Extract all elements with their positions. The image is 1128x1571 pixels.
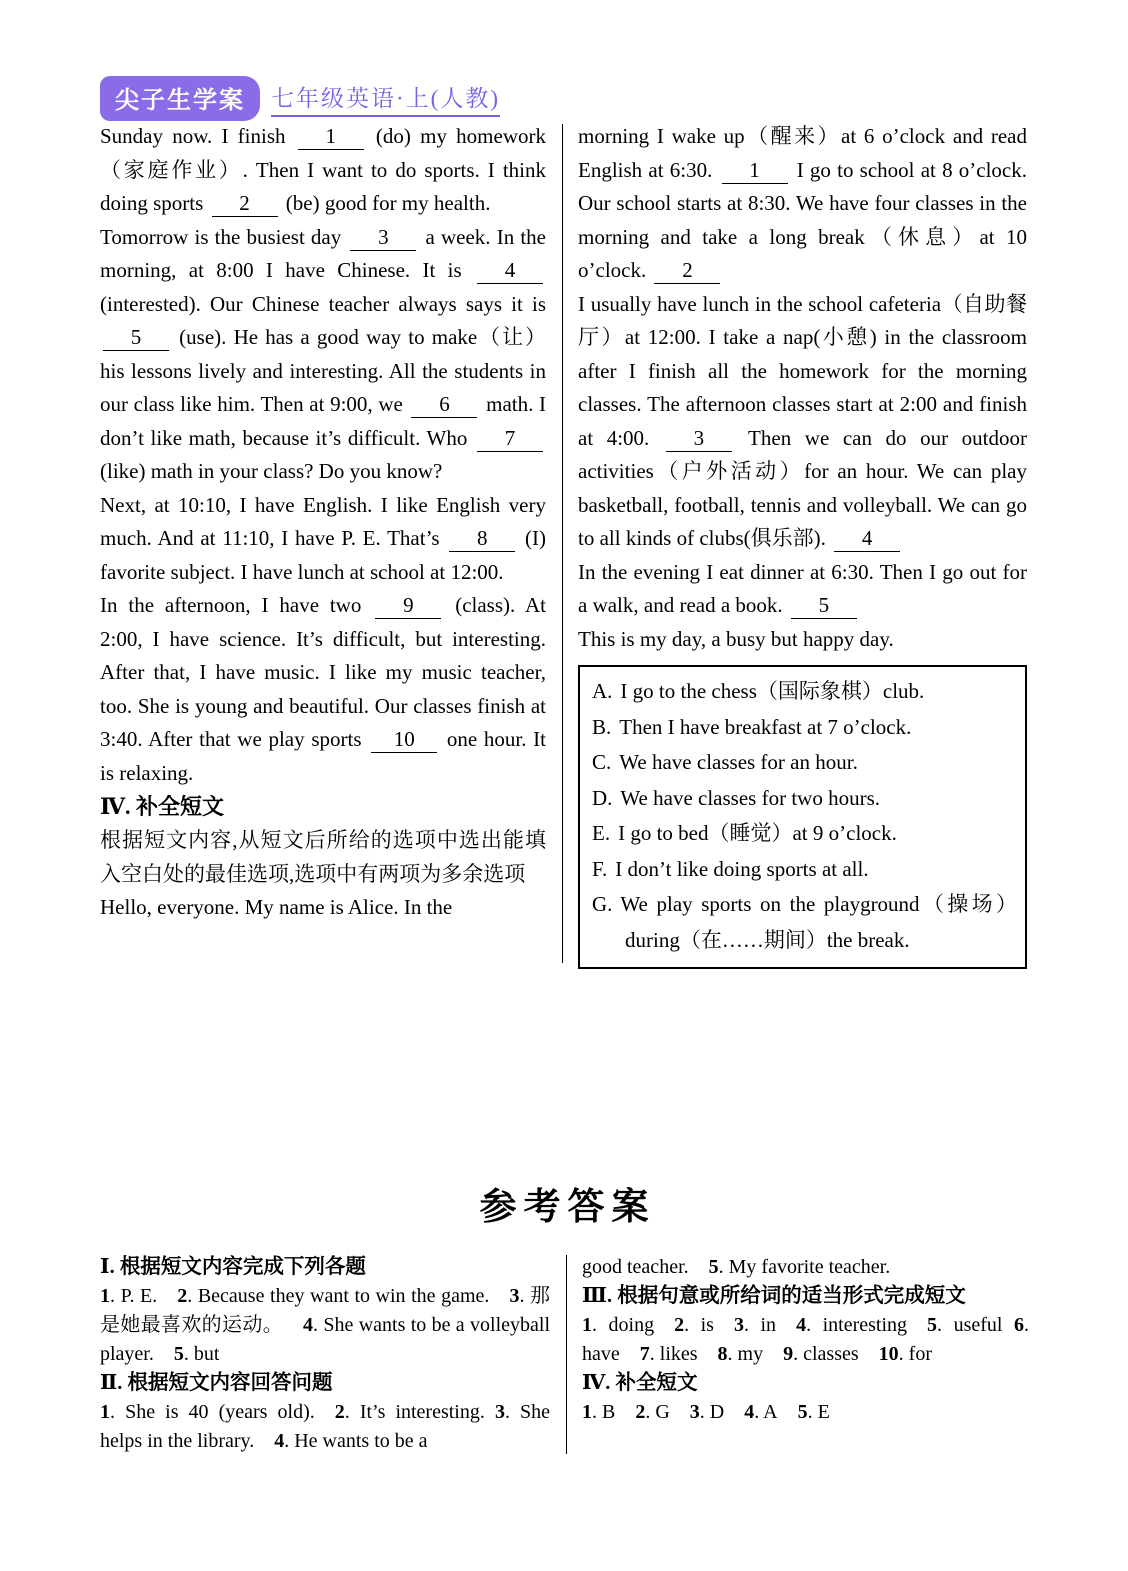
answer-column-divider — [566, 1255, 567, 1454]
option-b-label: B. — [592, 714, 612, 739]
passage-right-column — [578, 120, 1027, 969]
series-badge: 尖子生学案 — [100, 76, 260, 121]
fill-in-blank: 7 — [477, 426, 543, 452]
option-f-text: I don’t like doing sports at all. — [615, 856, 869, 881]
fill-in-blank: 5 — [791, 593, 857, 619]
fill-in-blank: 3 — [666, 426, 732, 452]
answer-key-title: 参考答案 — [479, 1187, 656, 1228]
fill-in-blank: 5 — [103, 325, 169, 351]
section-four-instructions: 根据短文内容,从短文后所给的选项中选出能填入空白处的最佳选项,选项中有两项为多余选项 — [100, 828, 546, 886]
option-a-text: I go to the chess（国际象棋）club. — [620, 679, 925, 703]
cloze-paragraph: In the afternoon, I have two 9 (class). At 2:00, I have science. It’s difficult, but interesting. After that, I have music. I like my music teacher, too. She is young and beautiful. Our classes finish at 3:40. After that we play sports 10 one hour. It is relaxing. — [100, 593, 546, 785]
option-e — [592, 816, 1017, 852]
option-f-label: F. — [592, 856, 608, 881]
option-f — [592, 852, 1017, 888]
answer-key-left-column — [100, 1253, 550, 1456]
option-a-label: A. — [592, 679, 613, 703]
answer-items-4: 1. B 2. G 3. D 4. A 5. E — [582, 1401, 830, 1423]
answer-heading-3: Ⅲ. 根据句意或所给词的适当形式完成短文 — [582, 1285, 966, 1307]
answer-items-3: 1. doing 2. is 3. in 4. interesting 5. useful 6. have 7. likes 8. my 9. classes 10. for — [582, 1314, 1029, 1365]
fill-in-blank: 10 — [371, 727, 437, 753]
answer-key-right-column — [582, 1253, 1029, 1456]
fill-in-blank: 4 — [477, 258, 543, 284]
option-b-text: Then I have breakfast at 7 o’clock. — [619, 714, 912, 739]
answer-options-box — [578, 665, 1027, 969]
answer-heading-1: Ⅰ. 根据短文内容完成下列各题 — [100, 1256, 366, 1278]
fill-in-blank: 9 — [375, 593, 441, 619]
option-c — [592, 745, 1017, 781]
option-d-label: D. — [592, 785, 613, 810]
answer-heading-2: Ⅱ. 根据短文内容回答问题 — [100, 1372, 333, 1394]
fill-in-blank: 1 — [298, 124, 364, 150]
passage-section — [100, 120, 1028, 969]
fill-in-blank: 3 — [350, 225, 416, 251]
cloze-paragraph: Sunday now. I finish 1 (do) my homework（家庭作业）. Then I want to do sports. I think doing sports 2 (be) good for my health. — [100, 124, 546, 215]
fill-in-blank: 1 — [722, 158, 788, 184]
passage-left-column — [100, 120, 546, 969]
option-e-label: E. — [592, 821, 611, 845]
option-c-text: We have classes for an hour. — [619, 750, 858, 774]
answer-items-2: 1. She is 40 (years old). 2. It’s interesting. 3. She helps in the library. 4. He wants to be a — [100, 1401, 551, 1452]
cloze-paragraph: I usually have lunch in the school cafeteria（自助餐厅）at 12:00. I take a nap(小憩) in the classroom after I finish all the homework for the morning classes. The afternoon classes start at 2:00 and finish at 4:00. 3 Then we can do our outdoor activities（户外活动）for an hour. We can play basketball, football, tennis and volleyball. We can go to all kinds of clubs(俱乐部). 4 — [578, 291, 1027, 550]
option-g-label: G. — [592, 892, 613, 916]
fill-in-blank: 6 — [411, 392, 477, 418]
fill-in-blank: 2 — [212, 191, 278, 217]
cloze-paragraph: In the evening I eat dinner at 6:30. Then I go out for a walk, and read a book. 5 — [578, 559, 1027, 617]
page-header — [100, 76, 500, 121]
option-d-text: We have classes for two hours. — [620, 785, 880, 810]
option-b — [592, 710, 1017, 746]
cloze-paragraph: Tomorrow is the busiest day 3 a week. In the morning, at 8:00 I have Chinese. It is 4 (interested). Our Chinese teacher always says it is 5 (use). He has a good way to make（让）his lessons lively and interesting. All the students in our class like him. Then at 9:00, we 6 math. I don’t like math, because it’s difficult. Who 7 (like) math in your class? Do you know? — [100, 224, 547, 483]
option-g-text: We play sports on the playground（操场）during（在……期间）the break. — [620, 892, 1017, 952]
cloze-paragraph: morning I wake up（醒来）at 6 o’clock and read English at 6:30. 1 I go to school at 8 o’clock. Our school starts at 8:30. We have four classes in the morning and take a long break（休息）at 10 o’clock. 2 — [578, 124, 1027, 282]
cloze-paragraph: Next, at 10:10, I have English. I like English very much. And at 11:10, I have P. E. That’s 8 (I) favorite subject. I have lunch at school at 12:00. — [100, 492, 546, 584]
option-e-text: I go to bed（睡觉）at 9 o’clock. — [618, 821, 897, 845]
option-c-label: C. — [592, 750, 612, 774]
book-title: 七年级英语·上(人教) — [271, 80, 500, 117]
fill-in-blank: 4 — [834, 526, 900, 552]
answer-items-2-continued: good teacher. 5. My favorite teacher. — [582, 1256, 891, 1278]
section-four-heading: Ⅳ. 补全短文 — [100, 794, 224, 819]
option-a — [592, 674, 1017, 710]
option-d — [592, 781, 1017, 817]
fill-in-blank: 8 — [449, 526, 515, 552]
passage-intro-line: Hello, everyone. My name is Alice. In the — [100, 895, 453, 919]
answer-items-1: 1. P. E. 2. Because they want to win the game. 3. 那是她最喜欢的运动。 4. She wants to be a volleyball player. 5. but — [100, 1285, 551, 1365]
column-divider — [562, 124, 563, 963]
answer-key-section — [100, 1253, 1030, 1456]
option-g — [592, 887, 1017, 958]
fill-in-blank: 2 — [654, 258, 720, 284]
answer-heading-4: Ⅳ. 补全短文 — [582, 1372, 698, 1394]
closing-line: This is my day, a busy but happy day. — [578, 626, 894, 651]
